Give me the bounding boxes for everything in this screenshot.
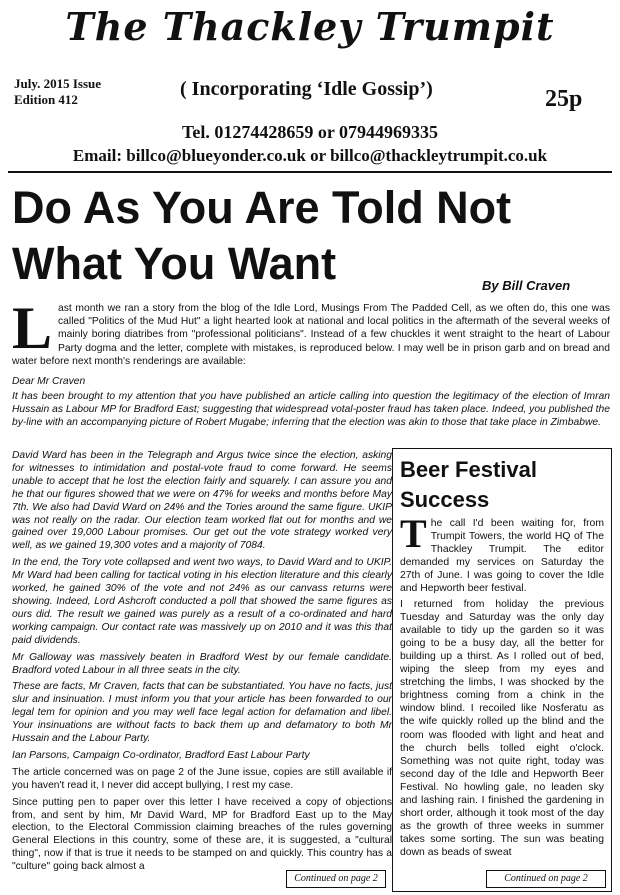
beer-festival-box	[392, 448, 612, 892]
contact-email: Email: billco@blueyonder.co.uk or billco@thackleytrumpit.co.uk	[72, 146, 548, 165]
masthead-rule	[8, 171, 612, 173]
box-dropcap: T	[400, 511, 427, 556]
intro-text: ast month we ran a story from the blog of the Idle Lord, Musings From The Padded Cell, as we often do, this one was called "Politics of the Mud Hut" a light hearted look at national and local politics in the aftermath of the several weeks of mainly boring diatribes from "professional politicians". Instead of a few chuckles it went straight to the heart of Labour Party dogma and the letter, complete with mistakes, is reproduced below. I may well be in prison garb and on bread and water before next month's renderings are available:	[12, 303, 610, 367]
letter-paragraph-1: It has been brought to my attention that you have published an article calling into question the legitimacy of the election of Imran Hussain as Labour MP for Bradford East; suggesting that widespread votal-poster fraud has taken place. Indeed, you published the by-line with an accompanying picture of Robert Mugabe; inferring that the election was akin to those that take place in Zimbabwe.	[12, 391, 610, 428]
box-title-line-1: Beer Festival	[400, 457, 537, 482]
letter-salutation: Dear Mr Craven	[12, 376, 86, 387]
continued-label-article: Continued on page 2	[286, 870, 386, 888]
letter-signoff: Ian Parsons, Campaign Co-ordinator, Bradford East Labour Party	[12, 749, 310, 761]
box-title-line-2: Success	[400, 487, 490, 512]
byline: By Bill Craven	[482, 278, 571, 293]
contact-tel: Tel. 01274428659 or 07944969335	[181, 122, 438, 142]
letter-paragraph-5: These are facts, Mr Craven, facts that can be substantiated. You have no facts, just slur and insinuation. I must inform you that your article has been forwarded to our legal tem for opinion and you may well face legal action for defamation and libel. Your insinuations are without facts to back them up and defamatory to both Mr Hussain and the Labour Party.	[12, 681, 392, 745]
price: 25p	[545, 86, 583, 112]
headline-line-1: Do As You Are Told Not	[12, 182, 512, 233]
body-paragraph-2: Since putting pen to paper over this letter I have received a copy of objections from, and sent by him, Mr David Ward, MP for Bradford East up to the May election, to the Electoral Commission claiming breaches of the rules governing General Elections in this country, some of these are, it is suggested, a "cultural thing", now if that is true it needs to be stamped on and quickly. This country has a "culture" going back almost a	[12, 796, 392, 873]
letter-paragraph-4: Mr Galloway was massively beaten in Bradford West by our female candidate. Bradford voted Labour in all three seats in the city.	[12, 651, 392, 676]
issue-date: July. 2015 Issue	[14, 76, 102, 91]
issue-edition: Edition 412	[14, 92, 78, 107]
dropcap: L	[12, 295, 53, 361]
letter-paragraph-2: David Ward has been in the Telegraph and Argus twice since the election, asking for witnesses to intimidation and postal-vote fraud to come forward. He seems unable to accept that he lost the election fairly and squarely. I can assure you and he that our figures showed that we were on 47% for weeks and months before May 7th. We also had David Ward on 24% and the Tories around the same figure. UKIP was not really on the radar. Our election team worked flat out for months and we gained over 19,000 Labour promises. Our get out the vote strategy worked very well, as we gained 19,300 votes and a majority of 7084.	[12, 450, 392, 552]
masthead-title: The Thackley Trumpit	[65, 4, 555, 49]
strapline: ( Incorporating ‘Idle Gossip’)	[180, 78, 433, 100]
continued-label-sidebar: Continued on page 2	[486, 870, 606, 888]
box-paragraph-1-text: he call I'd been waiting for, from Trumpit Towers, the world HQ of The Thackley Trumpit. The editor demanded my services on Saturday the 27th of June. I was going to cover the Idle and Hepworth beer festival.	[400, 518, 604, 595]
box-title	[400, 455, 604, 515]
article-column	[12, 450, 392, 878]
article-intro	[12, 295, 610, 368]
box-body	[400, 511, 604, 859]
headline-line-2: What You Want	[12, 238, 337, 289]
headline	[12, 180, 612, 292]
box-paragraph-1	[400, 511, 604, 596]
body-paragraph-1: The article concerned was on page 2 of the June issue, copies are still available if you haven't read it, I never did accept bullying, I rest my case.	[12, 766, 392, 791]
letter-top	[12, 375, 610, 431]
issue-info	[14, 76, 101, 108]
box-paragraph-2: I returned from holiday the previous Tuesday and Saturday was the only day available to tidy up the garden so it was going to be a busy day, all the better for building up a thirst. As I rolled out of bed, wiping the sleep from my eyes and stretching the limbs, I was shocked by the brightness coming from a chink in the window blind. I recoiled like Nosferatu as the wife quickly rolled up the blind and the room was flooded with light and heat and the church bells tolled eight o'clock. Something was not quite right, today was second day of the Idle and Hepworth Beer Festival. No howling gale, no leaden sky and lashing rain. I finished the gardening in short order, although it took most of the day as the growth of three weeks in summer takes some sorting. The sun was beating down as beads of sweat	[400, 598, 604, 859]
letter-paragraph-3: In the end, the Tory vote collapsed and went two ways, to David Ward and to UKIP. Mr Ward had been calling for tactical voting in his election literature and this clearly worked, he gained 30% of the vote and not 24% as our canvass returns were showing. Indeed, Lord Ashcroft conducted a poll that showed the same figures as ours did. The result we gained was purely as a result of a co-ordinated and hard working campaign. Our contact rate was massively up on 2010 and it was this that paid dividends.	[12, 557, 392, 646]
